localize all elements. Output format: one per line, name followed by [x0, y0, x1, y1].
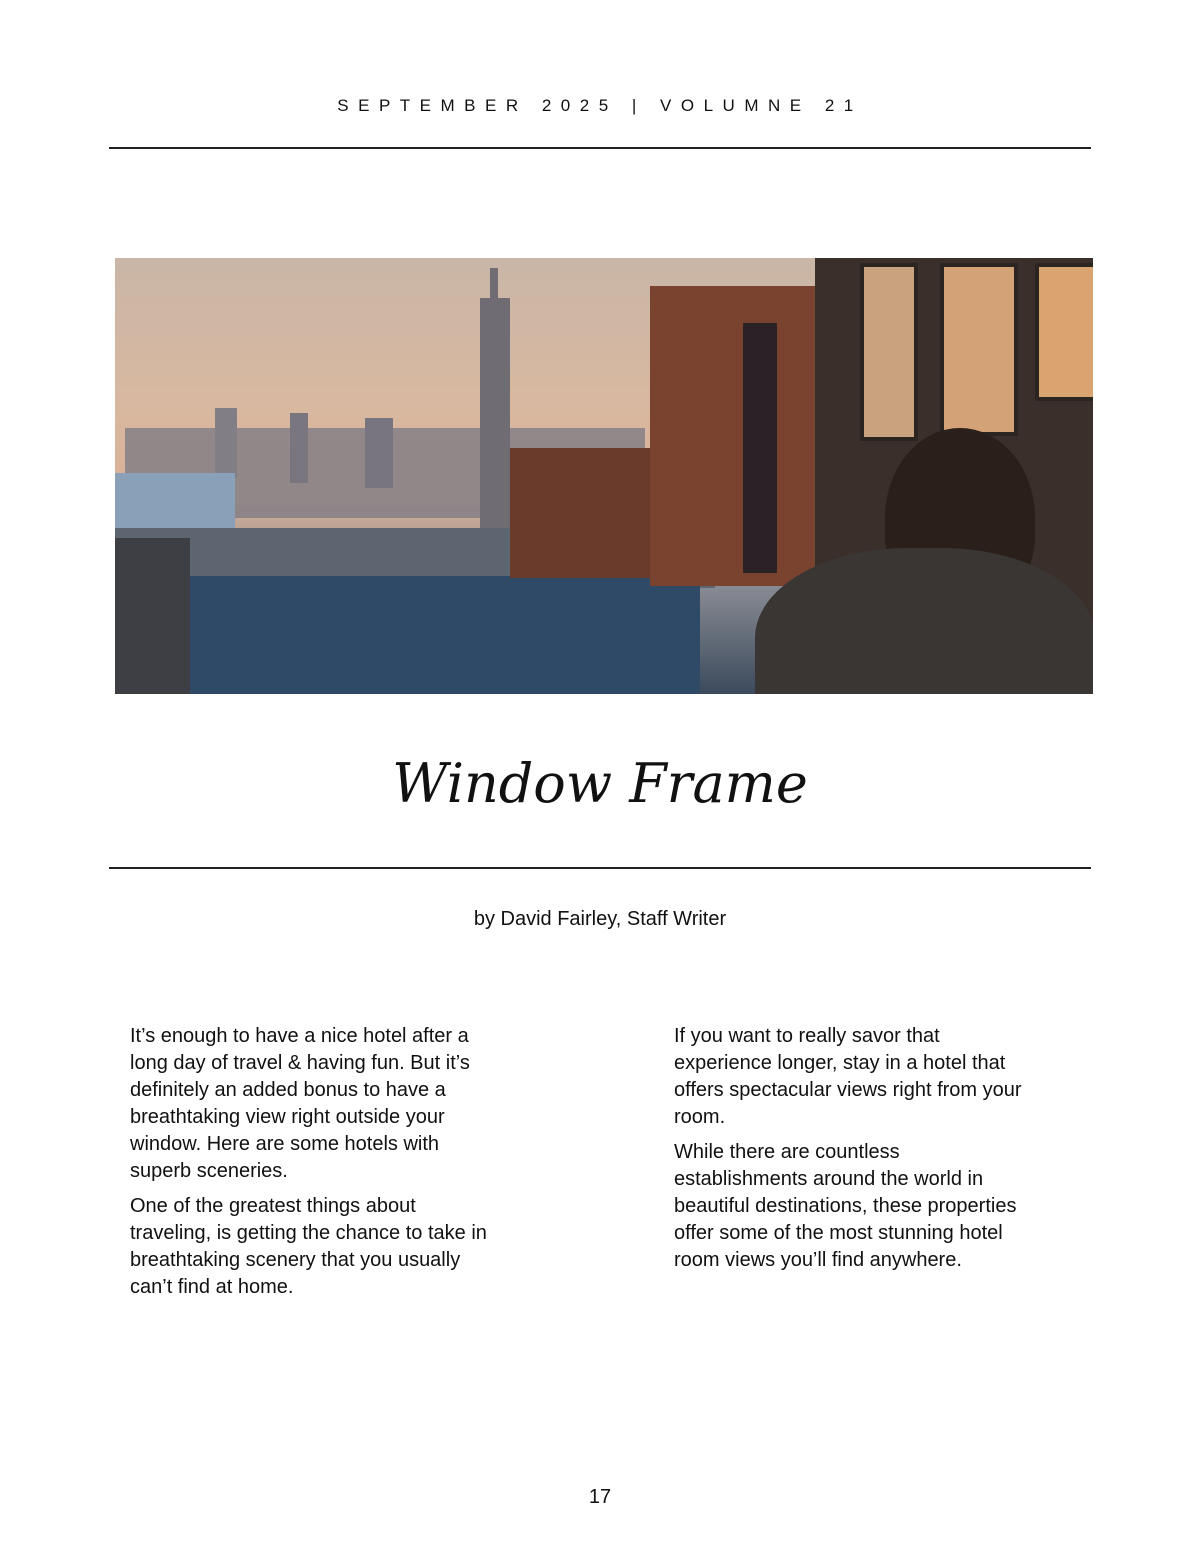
paragraph: If you want to really savor that experience longer, stay in a hotel that offers spectacular views right from your room. [674, 1025, 1022, 1128]
byline: by David Fairley, Staff Writer [473, 908, 727, 930]
header-divider [109, 147, 1091, 149]
cityscape-photo [115, 258, 1093, 694]
title-divider [109, 867, 1091, 869]
left-column [130, 1023, 487, 1309]
right-column [674, 1023, 1022, 1282]
page-number: 17 [588, 1486, 612, 1508]
issue-header: SEPTEMBER 2025 | VOLUMNE 21 [337, 96, 863, 115]
paragraph: It’s enough to have a nice hotel after a long day of travel & having fun. But it’s definitely an added bonus to have a breathtaking view right outside your window. Here are some hotels with superb sceneries. [130, 1025, 470, 1182]
article-title: Window Frame [392, 752, 808, 815]
paragraph: One of the greatest things about traveling, is getting the chance to take in breathtaking scenery that you usually can’t find at home. [130, 1195, 487, 1298]
paragraph: While there are countless establishments around the world in beautiful destinations, these properties offer some of the most stunning hotel room views you’ll find anywhere. [674, 1141, 1017, 1271]
